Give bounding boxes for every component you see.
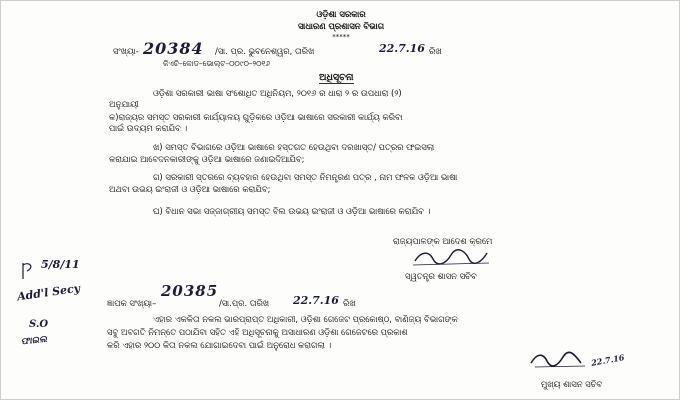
margin-note-date: 5/8/11: [41, 258, 80, 271]
reference-date-handwritten: 22.7.16: [379, 42, 425, 55]
document-title-text: ଅଧିସୂଚନା: [319, 72, 354, 83]
margin-note-addl-secy: Add'l Secy: [16, 281, 81, 304]
body-clause-ga-cont: ଅଥବା ଉଭୟ ଇଂରାଜୀ ଓ ଓଡ଼ିଆ ଭାଷାରେ କରାଯିବ;: [109, 184, 271, 194]
margin-note-so: S.O: [29, 319, 49, 330]
reference-office: /ସା. ପ୍ର. ଭୁବନେଶ୍ୱର, ତାରିଖ: [215, 46, 315, 56]
memo-label: ଜ୍ଞାପକ ସଂଖ୍ୟା–: [107, 298, 157, 308]
body-clause-ga: ଗ) ସରକାରୀ ସ୍ତରରେ ବ୍ୟବହାର ହେଉଥିବା ସମସ୍ତ ନିମନ୍ତ୍ରଣ ପତ୍ର , ନାମ ଫଳକ ଓଡ଼ିଆ ଭାଷା: [153, 172, 458, 182]
memo-date-handwritten: 22.7.16: [293, 294, 339, 307]
reference-label: ସଂଖ୍ୟା-: [113, 46, 139, 56]
header-department: ସାଧାରଣ ପ୍ରଶାସନ ବିଭାଗ: [297, 21, 385, 31]
document-title: [319, 73, 354, 83]
reference-date-suffix: ରିଖ: [429, 46, 442, 56]
order-designation: ସ୍ୱତନ୍ତ୍ର ଶାସନ ସଚିବ: [405, 271, 477, 281]
reference-number-handwritten: 20384: [143, 39, 204, 58]
signature-chief-secretary: [529, 351, 589, 371]
body-intro-line1: ଓଡ଼ିଶା ସରକାରୀ ଭାଷା ସଂଶୋଧିତ ଅଧିନିୟମ, ୨୦୧୬ ର ଧାରା ୨ ର ଉପଧାରା (୨): [153, 88, 402, 98]
memo-text-line3: କରି ଏହାର ୨୦୦ କିତା ନକଲ ଯୋଗାଇଦେବା ପାଇଁ ଅନୁରୋଧ କରାଗଲା ।: [107, 340, 332, 350]
body-clause-gha: ଘ) ବିଧାନ ସଭା ସଜ୍ଜାଗ୍ରୀୟ ସମସ୍ତ ବିଲ ଉଭୟ ଇଂରାଜୀ ଓ ଓଡ଼ିଆ ଭାଷାରେ କରାଯିବ ।: [153, 206, 431, 216]
body-clause-ka: କ)ରାଜ୍ୟର ସମସ୍ତ ସରକାରୀ କାର୍ଯ୍ୟାଳୟ ଗୁଡ଼ିକରେ ଓଡ଼ିଆ ଭାଷାରେ ସରକାରୀ କାର୍ଯ୍ୟ କରିବା: [109, 112, 403, 122]
body-clause-ka-cont: ପାଇଁ ଉଦ୍ୟମ କରାଯିବ ।: [109, 123, 188, 133]
margin-note-file: ଫାଇଲ: [20, 334, 48, 348]
signature-date-handwritten: 22.7.16: [590, 352, 626, 368]
signature-special-secretary: [411, 247, 491, 269]
body-intro-line2: ଅନୁଯାୟୀ: [109, 99, 139, 109]
reference-code: କିଏଚି–କୋଡ–ଭୋଲ୍ଟ–୦୦୯୦–୨୦୧୬: [163, 59, 271, 68]
memo-signoff: ମୁଖ୍ୟ ଶାସନ ସଚିବ: [541, 379, 603, 389]
memo-office: /ସା.ପ୍ର. ତାରିଖ: [219, 298, 270, 308]
memo-text-line2: ସବୁ ଅବଗତି ନିମନ୍ତେ ପଠାଯିବା ସହିତ ଏହି ଅଧିସୂଚନାକୁ ଅସାଧାରଣ ଓଡ଼ିଶା ଗେଜେଟରେ ପ୍ରକାଶ: [107, 327, 408, 337]
margin-initial-mark: [19, 259, 41, 283]
order-by-governor: ରାଜ୍ୟପାଳଙ୍କ ଆଦେଶ କ୍ରମେ: [393, 236, 493, 246]
body-clause-kha-cont: କରାଯାଇ ଆବେଦନକାରୀଙ୍କୁ ଓଡ଼ିଆ ଭାଷାରେ ଜଣାଇଦିଆଯିବ;: [109, 154, 305, 164]
body-clause-kha: ଖ) ସମସ୍ତ ବିଭାଗରେ ଓଡ଼ିଆ ଭାଷାରେ ହସ୍ତଗତ ହେଉଥିବା ଦରଖାସ୍ତ/ ପତ୍ରର ଫଇସଲା: [153, 142, 435, 152]
memo-text-line1: ଏହାର ଏକକିତା ନକଲ ଭାରପ୍ରାପ୍ତ ଅଧିକାରୀ, ଓଡ଼ିଶା ଗେଜେଟ ପ୍ରକୋଷ୍ଠ, ବାଣିଜ୍ୟ ବିଭାଗଙ୍କ: [153, 314, 458, 324]
memo-number-handwritten: 20385: [161, 282, 219, 300]
header-stars: *****: [332, 33, 350, 41]
memo-date-suffix: ରିଖ: [343, 298, 356, 308]
header-government: ଓଡ଼ିଶା ସରକାର: [316, 9, 366, 19]
